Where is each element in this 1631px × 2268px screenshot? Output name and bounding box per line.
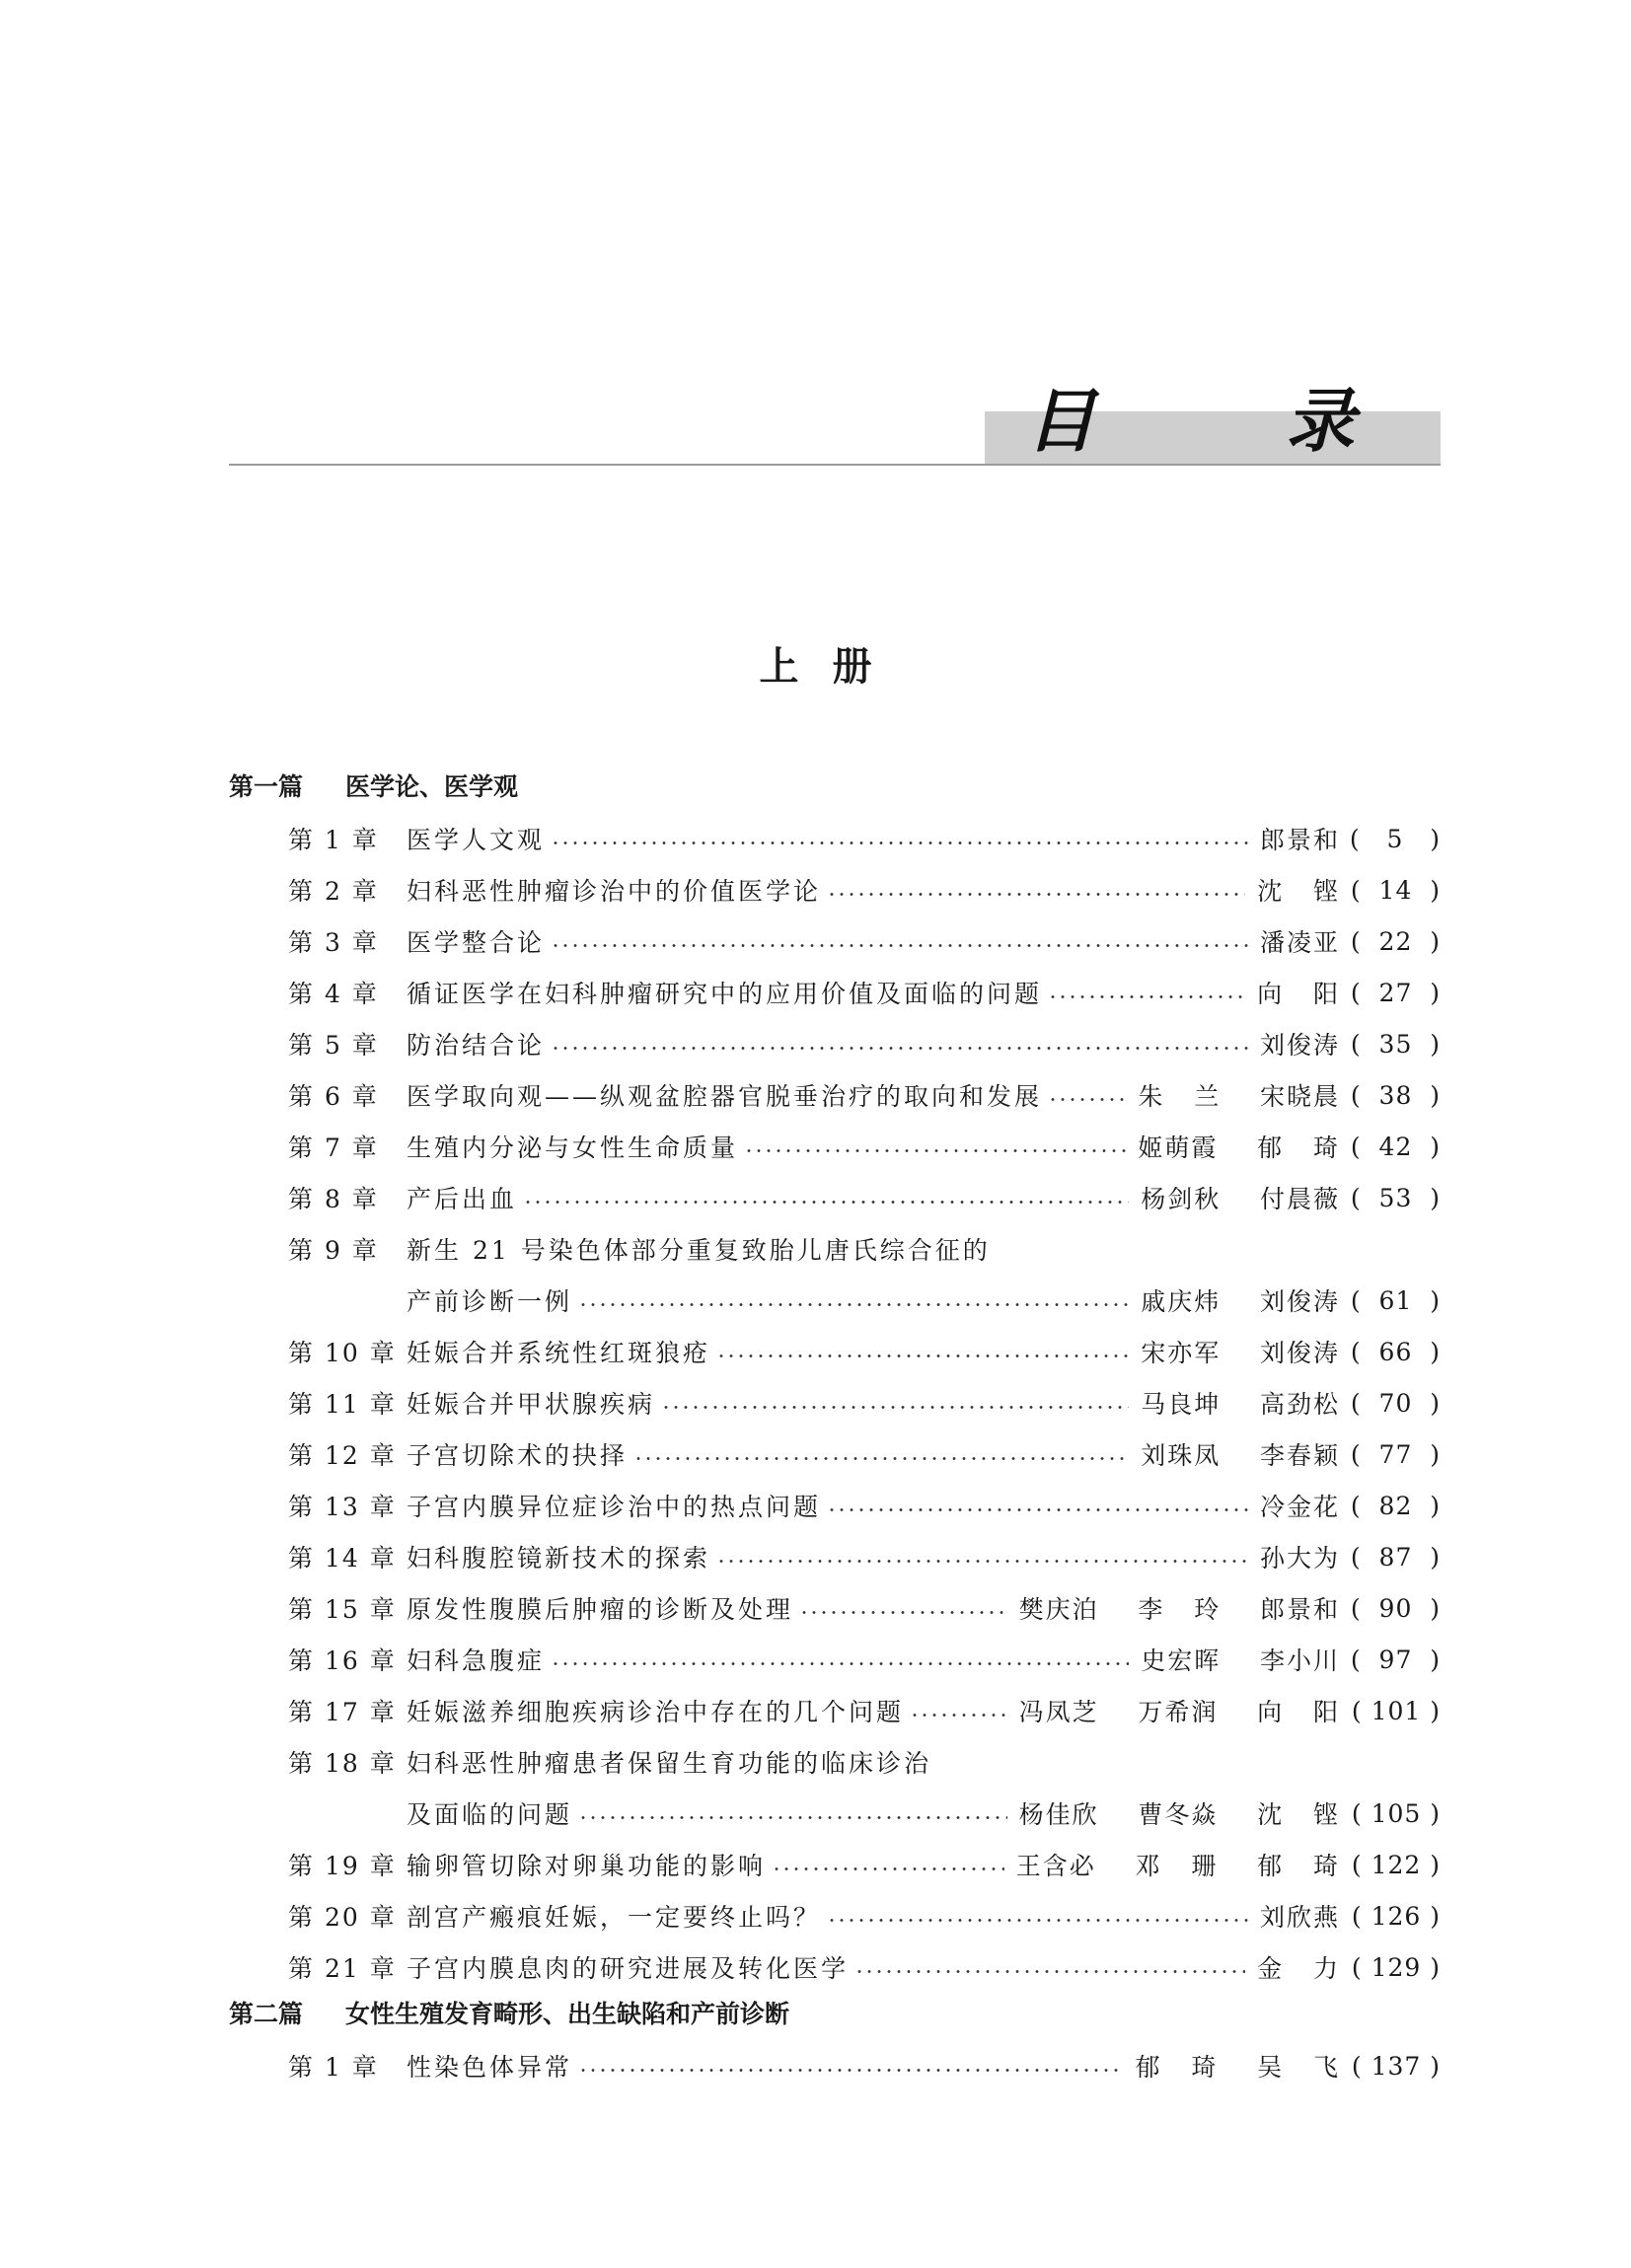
toc-entry[interactable] — [288, 1640, 1441, 1679]
chapter-page: ( 126 ) — [1351, 1901, 1441, 1931]
dot-leader — [1048, 995, 1245, 998]
toc-entry[interactable] — [288, 1434, 1441, 1474]
chapter-number: 第 20 章 — [288, 1903, 397, 1932]
chapter-number: 第 14 章 — [288, 1544, 397, 1573]
chapter-number: 第 2 章 — [288, 877, 379, 906]
dot-leader — [772, 1867, 1004, 1870]
chapter-page: ( 27 ) — [1350, 978, 1441, 1007]
chapter-number: 第 15 章 — [288, 1595, 397, 1624]
chapter-page: ( 105 ) — [1351, 1798, 1441, 1828]
toc-entry[interactable] — [288, 2046, 1441, 2085]
part-title: 医学论、医学观 — [345, 772, 519, 801]
toc-entry-continued[interactable] — [407, 1280, 1441, 1320]
toc-entry[interactable] — [288, 973, 1441, 1012]
dot-leader — [633, 1457, 1129, 1460]
dot-leader — [716, 1560, 1248, 1563]
chapter-authors: 刘珠凤 李春颖 — [1141, 1441, 1340, 1470]
toc-entry[interactable] — [288, 1178, 1441, 1217]
dot-leader — [551, 944, 1248, 947]
chapter-title: 妇科恶性肿瘤患者保留生育功能的临床诊治 — [407, 1749, 932, 1778]
chapter-authors: 向 阳 — [1257, 980, 1340, 1008]
dot-leader — [523, 1201, 1129, 1204]
chapter-title: 性染色体异常 — [407, 2053, 573, 2082]
chapter-title: 子宫内膜息肉的研究进展及转化医学 — [407, 1954, 850, 1983]
chapter-authors: 冯凤芝 万希润 向 阳 — [1018, 1698, 1340, 1726]
toc-entry[interactable] — [288, 1588, 1441, 1628]
chapter-page: ( 87 ) — [1350, 1542, 1441, 1572]
chapter-number: 第 11 章 — [288, 1390, 397, 1419]
chapter-title: 医学人文观 — [407, 826, 546, 854]
chapter-number: 第 13 章 — [288, 1493, 397, 1521]
chapter-authors: 王含必 邓 珊 郁 琦 — [1015, 1852, 1340, 1880]
dot-leader — [1048, 1098, 1126, 1101]
volume-heading: 上册 — [759, 643, 906, 690]
chapter-authors: 金 力 — [1257, 1954, 1340, 1983]
chapter-authors: 郎景和 — [1259, 826, 1340, 854]
chapter-authors: 沈 铿 — [1257, 877, 1340, 906]
part-heading — [229, 768, 518, 807]
chapter-page: ( 82 ) — [1350, 1491, 1441, 1520]
chapter-number: 第 7 章 — [288, 1134, 379, 1162]
toc-entry[interactable] — [288, 1537, 1441, 1576]
chapter-page: ( 5 ) — [1349, 824, 1441, 853]
toc-entry[interactable] — [288, 1229, 1441, 1269]
toc-entry[interactable] — [288, 921, 1441, 961]
dot-leader — [744, 1149, 1126, 1152]
chapter-title: 妇科腹腔镜新技术的探索 — [407, 1544, 711, 1573]
chapter-authors: 杨佳欣 曹冬焱 沈 铿 — [1018, 1800, 1340, 1829]
chapter-number: 第 21 章 — [288, 1954, 397, 1983]
chapter-authors: 冷金花 — [1259, 1493, 1340, 1521]
chapter-page: ( 38 ) — [1350, 1080, 1441, 1110]
chapter-authors: 孙大为 — [1259, 1544, 1340, 1573]
chapter-title: 医学整合论 — [407, 928, 546, 957]
dot-leader — [799, 1611, 1007, 1614]
chapter-page: ( 66 ) — [1350, 1337, 1441, 1366]
chapter-authors: 郁 琦 吴 飞 — [1135, 2053, 1340, 2082]
chapter-page: ( 137 ) — [1351, 2051, 1441, 2081]
chapter-number: 第 17 章 — [288, 1698, 397, 1726]
chapter-number: 第 9 章 — [288, 1236, 379, 1265]
dot-leader — [661, 1406, 1129, 1409]
chapter-authors: 戚庆炜 刘俊涛 — [1141, 1287, 1340, 1316]
dot-leader — [827, 1919, 1248, 1922]
chapter-number: 第 1 章 — [288, 826, 379, 854]
chapter-number: 第 1 章 — [288, 2053, 379, 2082]
chapter-authors: 朱 兰 宋晓晨 — [1138, 1082, 1340, 1111]
chapter-page: ( 97 ) — [1350, 1645, 1441, 1674]
chapter-page: ( 61 ) — [1350, 1285, 1441, 1315]
toc-entry[interactable] — [288, 1383, 1441, 1423]
toc-entry[interactable] — [288, 1075, 1441, 1115]
chapter-title: 妊娠合并系统性红斑狼疮 — [407, 1339, 711, 1367]
chapter-title: 妇科急腹症 — [407, 1646, 546, 1675]
chapter-title: 剖宫产瘢痕妊娠，一定要终止吗？ — [407, 1903, 822, 1932]
dot-leader — [578, 2069, 1124, 2072]
toc-entry[interactable] — [288, 1947, 1441, 1987]
chapter-title: 妇科恶性肿瘤诊治中的价值医学论 — [407, 877, 822, 906]
chapter-authors: 姬萌霞 郁 琦 — [1138, 1134, 1340, 1162]
dot-leader — [578, 1816, 1007, 1819]
part-heading — [229, 1995, 789, 2034]
chapter-title: 生殖内分泌与女性生命质量 — [407, 1134, 739, 1162]
chapter-title: 妊娠滋养细胞疾病诊治中存在的几个问题 — [407, 1698, 905, 1726]
dot-leader — [551, 1662, 1129, 1665]
chapter-authors: 马良坤 高劲松 — [1141, 1390, 1340, 1419]
chapter-page: ( 70 ) — [1350, 1388, 1441, 1418]
chapter-number: 第 10 章 — [288, 1339, 397, 1367]
toc-entry-continued[interactable] — [407, 1793, 1441, 1833]
toc-entry[interactable] — [288, 1896, 1441, 1936]
dot-leader — [578, 1303, 1129, 1306]
chapter-page: ( 42 ) — [1350, 1132, 1441, 1161]
chapter-title: 产后出血 — [407, 1185, 518, 1213]
chapter-number: 第 18 章 — [288, 1749, 397, 1778]
dot-leader — [551, 1047, 1248, 1050]
chapter-authors: 刘俊涛 — [1259, 1031, 1340, 1060]
chapter-title: 医学取向观——纵观盆腔器官脱垂治疗的取向和发展 — [407, 1082, 1043, 1111]
chapter-page: ( 129 ) — [1351, 1952, 1441, 1982]
toc-entry[interactable] — [288, 819, 1441, 858]
part-title: 女性生殖发育畸形、出生缺陷和产前诊断 — [345, 2000, 790, 2028]
chapter-title: 输卵管切除对卵巢功能的影响 — [407, 1852, 767, 1880]
chapter-title: 循证医学在妇科肿瘤研究中的应用价值及面临的问题 — [407, 980, 1043, 1008]
chapter-number: 第 3 章 — [288, 928, 379, 957]
toc-entry[interactable] — [288, 1127, 1441, 1166]
chapter-number: 第 5 章 — [288, 1031, 379, 1060]
dot-leader — [910, 1714, 1007, 1717]
dot-leader — [716, 1354, 1129, 1357]
chapter-number: 第 4 章 — [288, 980, 379, 1008]
chapter-number: 第 19 章 — [288, 1852, 397, 1880]
chapter-page: ( 101 ) — [1351, 1696, 1441, 1725]
chapter-page: ( 90 ) — [1350, 1593, 1441, 1623]
chapter-title: 新生 21 号染色体部分重复致胎儿唐氏综合征的 — [407, 1236, 991, 1265]
chapter-authors: 潘凌亚 — [1259, 928, 1340, 957]
chapter-page: ( 53 ) — [1350, 1183, 1441, 1212]
chapter-authors: 杨剑秋 付晨薇 — [1141, 1185, 1340, 1213]
chapter-authors: 刘欣燕 — [1259, 1903, 1340, 1932]
toc-entry[interactable] — [288, 1691, 1441, 1730]
chapter-page: ( 22 ) — [1350, 926, 1441, 956]
chapter-page: ( 77 ) — [1350, 1439, 1441, 1469]
chapter-title-continued: 产前诊断一例 — [407, 1287, 573, 1316]
chapter-number: 第 8 章 — [288, 1185, 379, 1213]
chapter-authors: 史宏晖 李小川 — [1141, 1646, 1340, 1675]
toc-entry[interactable] — [288, 870, 1441, 910]
dot-leader — [827, 893, 1245, 896]
chapter-number: 第 16 章 — [288, 1646, 397, 1675]
chapter-title: 妊娠合并甲状腺疾病 — [407, 1390, 656, 1419]
chapter-title: 子宫内膜异位症诊治中的热点问题 — [407, 1493, 822, 1521]
chapter-title: 防治结合论 — [407, 1031, 546, 1060]
dot-leader — [827, 1508, 1248, 1511]
dot-leader — [854, 1970, 1245, 1973]
chapter-page: ( 14 ) — [1350, 875, 1441, 905]
chapter-title: 子宫切除术的抉择 — [407, 1441, 629, 1470]
part-number: 第二篇 — [229, 2000, 304, 2028]
part-number: 第一篇 — [229, 772, 304, 801]
chapter-number: 第 6 章 — [288, 1082, 379, 1111]
toc-entry[interactable] — [288, 1845, 1441, 1884]
chapter-page: ( 122 ) — [1351, 1850, 1441, 1879]
chapter-authors: 樊庆泊 李 玲 郎景和 — [1018, 1595, 1340, 1624]
toc-entry[interactable] — [288, 1332, 1441, 1371]
dot-leader — [551, 841, 1248, 844]
chapter-title-continued: 及面临的问题 — [407, 1800, 573, 1829]
chapter-page: ( 35 ) — [1350, 1029, 1441, 1059]
chapter-authors: 宋亦军 刘俊涛 — [1141, 1339, 1340, 1367]
toc-entry[interactable] — [288, 1024, 1441, 1063]
chapter-title: 原发性腹膜后肿瘤的诊断及处理 — [407, 1595, 794, 1624]
chapter-number: 第 12 章 — [288, 1441, 397, 1470]
page-title: 目 录 — [1026, 380, 1402, 462]
toc-entry[interactable] — [288, 1742, 1441, 1782]
toc-entry[interactable] — [288, 1486, 1441, 1525]
